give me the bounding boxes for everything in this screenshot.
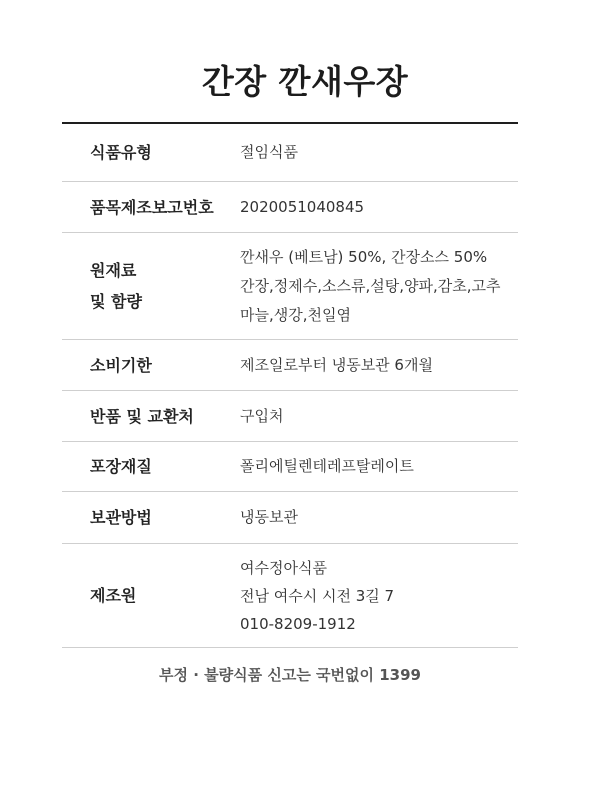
row-label [90, 124, 230, 181]
row-label [90, 182, 230, 232]
row-value-text: 구입처 [240, 406, 284, 425]
row-value-line: 여수정아식품 [240, 558, 327, 577]
row-value-text: 냉동보관 [240, 508, 298, 526]
row-value-line: 마늘,생강,천일염 [240, 305, 351, 324]
row-value-line: 깐새우 (베트남) 50%, 간장소스 50% [240, 247, 488, 266]
row-value [240, 233, 518, 339]
info-row-return-exchange [62, 391, 518, 442]
product-title: 간장 깐새우장 [201, 62, 409, 101]
row-value-text: 절임식품 [240, 143, 298, 161]
info-row-report-number [62, 182, 518, 233]
row-label [90, 233, 230, 339]
info-row-packaging [62, 442, 518, 492]
row-label-text: 및 함량 [90, 292, 142, 311]
row-value-line: 전남 여수시 시전 3길 7 [240, 586, 395, 605]
row-value-line: 간장,정제수,소스류,설탕,양파,감초,고추 [240, 276, 501, 295]
info-row-storage [62, 492, 518, 544]
row-label-text: 반품 및 교환처 [90, 406, 194, 426]
row-value-line: 010-8209-1912 [240, 614, 356, 633]
info-row-manufacturer [62, 544, 518, 648]
info-row-food-type [62, 124, 518, 182]
row-label-text: 제조원 [90, 586, 137, 605]
row-label [90, 340, 230, 390]
row-label-text: 소비기한 [90, 355, 152, 375]
row-label-text: 보관방법 [90, 508, 152, 527]
row-label [90, 442, 230, 491]
row-label-text: 포장재질 [90, 457, 152, 476]
row-value [240, 391, 518, 441]
row-label [90, 391, 230, 441]
row-value-text: 폴리에틸렌테레프탈레이트 [240, 457, 414, 475]
row-value [240, 340, 518, 390]
info-row-ingredients [62, 233, 518, 340]
row-value-text: 제조일로부터 냉동보관 6개월 [240, 355, 433, 374]
row-label-text: 원재료 [90, 261, 137, 280]
row-label-text: 식품유형 [90, 143, 152, 162]
row-value [240, 492, 518, 543]
row-value [240, 124, 518, 181]
row-value [240, 544, 518, 647]
row-value-text: 2020051040845 [240, 197, 365, 216]
row-label [90, 492, 230, 543]
row-label [90, 544, 230, 647]
info-row-expiry [62, 340, 518, 391]
row-label-text: 품목제조보고번호 [90, 197, 214, 217]
row-value [240, 442, 518, 491]
report-notice: 부정 · 불량식품 신고는 국번없이 1399 [159, 665, 421, 684]
row-value [240, 182, 518, 232]
